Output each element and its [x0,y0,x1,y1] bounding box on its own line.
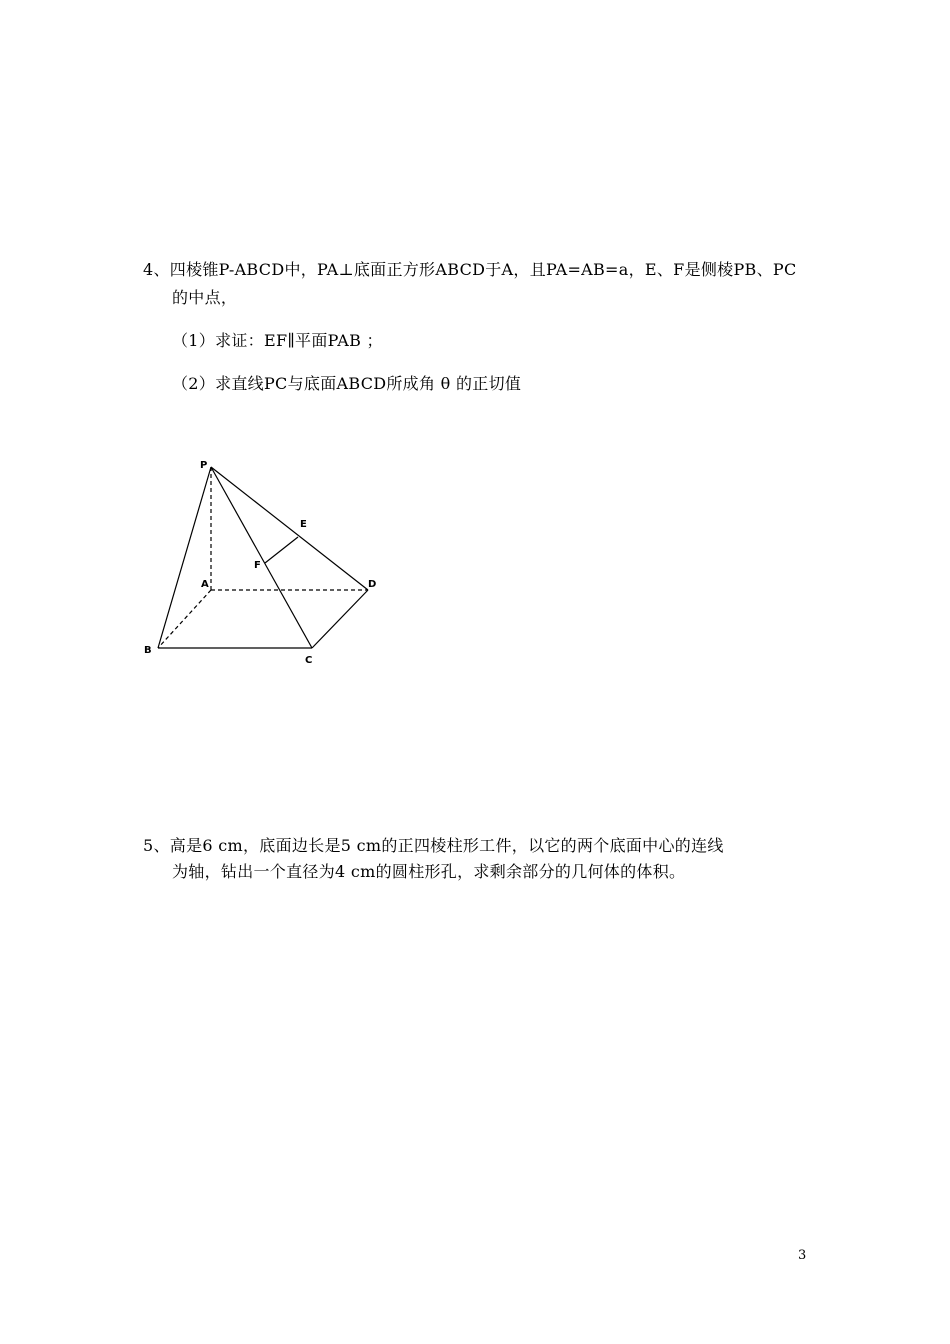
question-4-statement: 4、四棱锥P-ABCD中，PA⊥底面正方形ABCD于A，且PA=AB=a，E、F是侧棱PB、PC [143,260,797,279]
label-C: C [305,655,313,666]
edge-CD [312,590,368,648]
label-D: D [368,579,377,590]
label-A: A [201,579,209,590]
question-5-statement: 5、高是6 cm，底面边长是5 cm的正四棱柱形工件，以它的两个底面中心的连线 [143,836,724,855]
question-5-statement-continued: 为轴，钻出一个直径为4 cm的圆柱形孔，求剩余部分的几何体的体积。 [172,862,686,881]
edge-PC [211,467,312,648]
edge-PB [158,467,211,648]
question-4-part-1: （1）求证：EF∥平面PAB ； [172,331,383,350]
edge-PD [211,467,368,590]
page-number: 3 [798,1248,807,1263]
label-E: E [300,519,307,530]
question-4-part-2: （2）求直线PC与底面ABCD所成角 θ 的正切值 [172,374,522,393]
label-F: F [254,560,261,571]
question-4-statement-continued: 的中点， [172,288,238,307]
label-B: B [144,645,152,656]
segment-EF [265,537,298,563]
label-P: P [200,460,208,471]
